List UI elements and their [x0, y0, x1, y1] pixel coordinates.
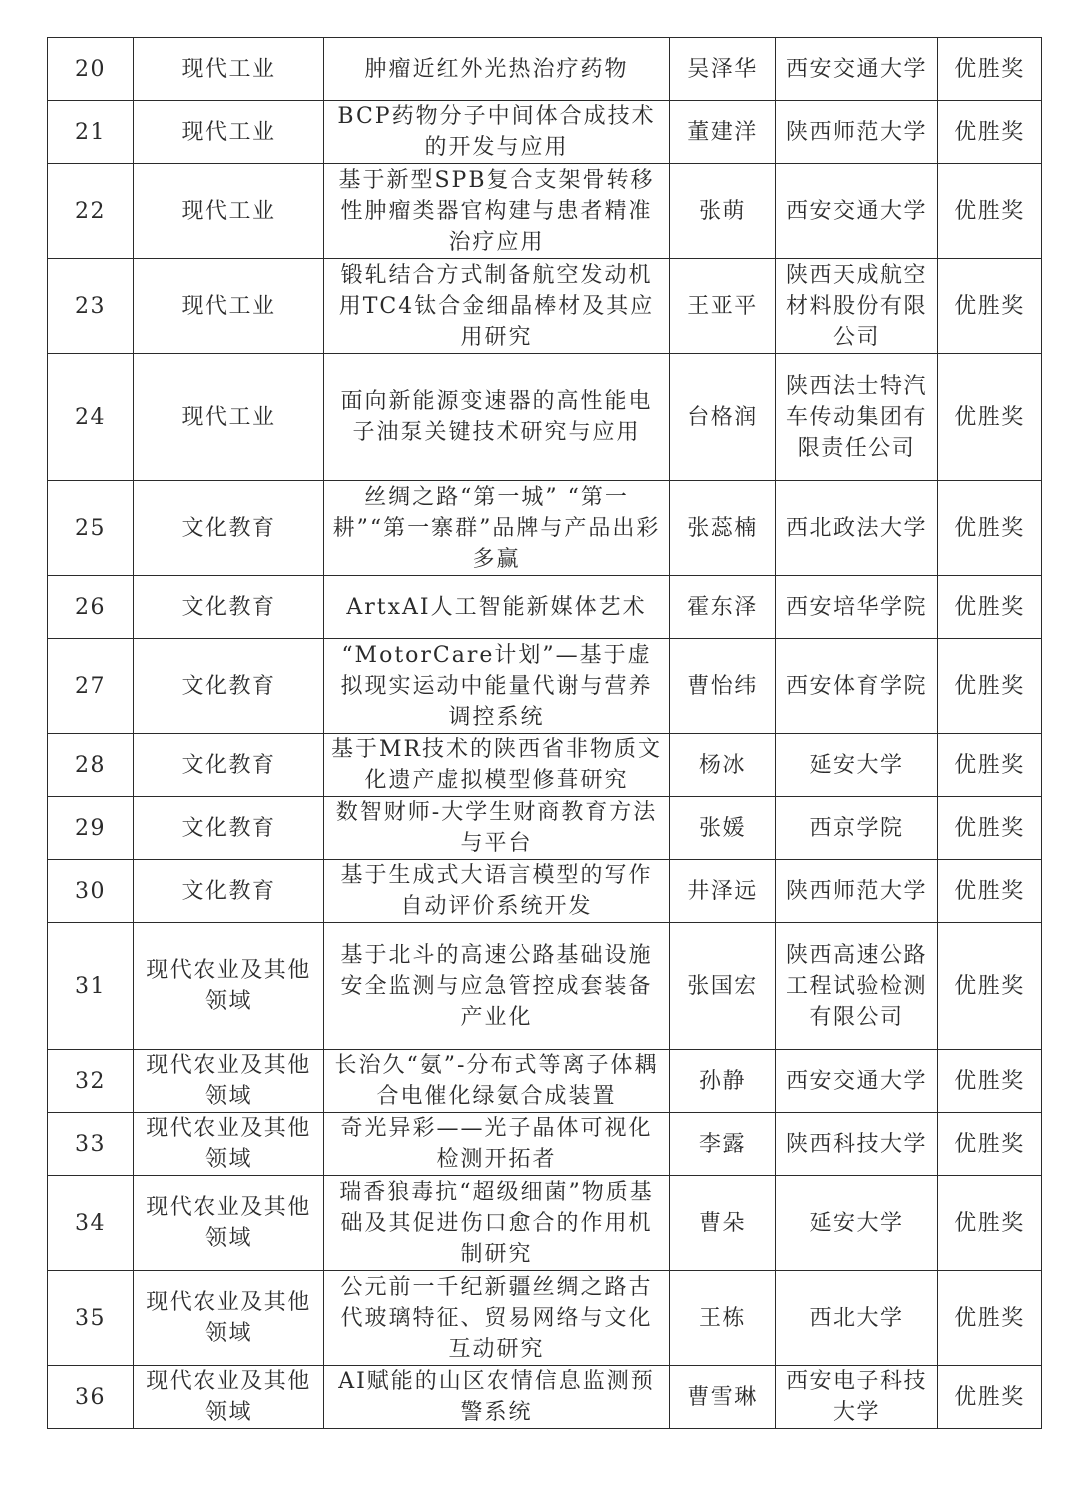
organization-cell: 西京学院	[776, 797, 938, 860]
category-cell: 文化教育	[134, 797, 324, 860]
table-row	[48, 1366, 1042, 1429]
category-cell: 文化教育	[134, 576, 324, 639]
award-cell: 优胜奖	[938, 481, 1042, 576]
project-title-cell: 基于北斗的高速公路基础设施安全监测与应急管控成套装备产业化	[324, 923, 670, 1050]
organization-cell: 西北政法大学	[776, 481, 938, 576]
organization-cell: 西安电子科技大学	[776, 1366, 938, 1429]
table-row	[48, 1050, 1042, 1113]
category-cell: 文化教育	[134, 639, 324, 734]
person-name-cell: 董建洋	[670, 101, 776, 164]
table-row	[48, 259, 1042, 354]
row-number: 36	[48, 1366, 134, 1429]
award-cell: 优胜奖	[938, 354, 1042, 481]
award-cell: 优胜奖	[938, 734, 1042, 797]
table-row	[48, 101, 1042, 164]
awards-table	[47, 37, 1042, 1429]
organization-cell: 西安交通大学	[776, 164, 938, 259]
award-cell: 优胜奖	[938, 576, 1042, 639]
awards-table-body	[48, 38, 1042, 1429]
award-cell: 优胜奖	[938, 1050, 1042, 1113]
organization-cell: 陕西法士特汽车传动集团有限责任公司	[776, 354, 938, 481]
table-row	[48, 797, 1042, 860]
award-cell: 优胜奖	[938, 860, 1042, 923]
row-number: 26	[48, 576, 134, 639]
person-name-cell: 吴泽华	[670, 38, 776, 101]
award-cell: 优胜奖	[938, 1366, 1042, 1429]
project-title-cell: “MotorCare计划”—基于虚拟现实运动中能量代谢与营养调控系统	[324, 639, 670, 734]
project-title-cell: 长治久“氨”-分布式等离子体耦合电催化绿氨合成装置	[324, 1050, 670, 1113]
project-title-cell: 公元前一千纪新疆丝绸之路古代玻璃特征、贸易网络与文化互动研究	[324, 1271, 670, 1366]
project-title-cell: ArtxAI人工智能新媒体艺术	[324, 576, 670, 639]
row-number: 22	[48, 164, 134, 259]
award-cell: 优胜奖	[938, 259, 1042, 354]
award-cell: 优胜奖	[938, 1113, 1042, 1176]
row-number: 29	[48, 797, 134, 860]
organization-cell: 延安大学	[776, 1176, 938, 1271]
category-cell: 现代工业	[134, 164, 324, 259]
row-number: 34	[48, 1176, 134, 1271]
project-title-cell: AI赋能的山区农情信息监测预警系统	[324, 1366, 670, 1429]
organization-cell: 陕西天成航空材料股份有限公司	[776, 259, 938, 354]
row-number: 28	[48, 734, 134, 797]
organization-cell: 陕西师范大学	[776, 860, 938, 923]
row-number: 30	[48, 860, 134, 923]
person-name-cell: 王栋	[670, 1271, 776, 1366]
table-row	[48, 354, 1042, 481]
person-name-cell: 孙静	[670, 1050, 776, 1113]
project-title-cell: 面向新能源变速器的高性能电子油泵关键技术研究与应用	[324, 354, 670, 481]
organization-cell: 陕西科技大学	[776, 1113, 938, 1176]
table-row	[48, 734, 1042, 797]
award-cell: 优胜奖	[938, 923, 1042, 1050]
table-row	[48, 576, 1042, 639]
table-row	[48, 1271, 1042, 1366]
person-name-cell: 王亚平	[670, 259, 776, 354]
person-name-cell: 曹朵	[670, 1176, 776, 1271]
category-cell: 文化教育	[134, 481, 324, 576]
category-cell: 现代工业	[134, 259, 324, 354]
category-cell: 现代农业及其他领域	[134, 1366, 324, 1429]
person-name-cell: 曹怡纬	[670, 639, 776, 734]
organization-cell: 西北大学	[776, 1271, 938, 1366]
category-cell: 现代农业及其他领域	[134, 1113, 324, 1176]
person-name-cell: 井泽远	[670, 860, 776, 923]
award-cell: 优胜奖	[938, 639, 1042, 734]
row-number: 21	[48, 101, 134, 164]
table-row	[48, 164, 1042, 259]
row-number: 32	[48, 1050, 134, 1113]
table-row	[48, 38, 1042, 101]
category-cell: 文化教育	[134, 860, 324, 923]
organization-cell: 西安体育学院	[776, 639, 938, 734]
project-title-cell: BCP药物分子中间体合成技术的开发与应用	[324, 101, 670, 164]
table-row	[48, 639, 1042, 734]
table-row	[48, 860, 1042, 923]
project-title-cell: 基于新型SPB复合支架骨转移性肿瘤类器官构建与患者精准治疗应用	[324, 164, 670, 259]
person-name-cell: 曹雪琳	[670, 1366, 776, 1429]
person-name-cell: 霍东泽	[670, 576, 776, 639]
table-row	[48, 481, 1042, 576]
organization-cell: 西安培华学院	[776, 576, 938, 639]
category-cell: 现代工业	[134, 354, 324, 481]
project-title-cell: 基于生成式大语言模型的写作自动评价系统开发	[324, 860, 670, 923]
organization-cell: 西安交通大学	[776, 1050, 938, 1113]
person-name-cell: 张媛	[670, 797, 776, 860]
row-number: 27	[48, 639, 134, 734]
category-cell: 现代工业	[134, 38, 324, 101]
award-cell: 优胜奖	[938, 164, 1042, 259]
person-name-cell: 杨冰	[670, 734, 776, 797]
category-cell: 文化教育	[134, 734, 324, 797]
award-cell: 优胜奖	[938, 101, 1042, 164]
project-title-cell: 基于MR技术的陕西省非物质文化遗产虚拟模型修葺研究	[324, 734, 670, 797]
row-number: 35	[48, 1271, 134, 1366]
project-title-cell: 数智财师-大学生财商教育方法与平台	[324, 797, 670, 860]
category-cell: 现代农业及其他领域	[134, 1176, 324, 1271]
table-row	[48, 1176, 1042, 1271]
organization-cell: 西安交通大学	[776, 38, 938, 101]
award-cell: 优胜奖	[938, 1176, 1042, 1271]
row-number: 31	[48, 923, 134, 1050]
person-name-cell: 张国宏	[670, 923, 776, 1050]
category-cell: 现代农业及其他领域	[134, 1271, 324, 1366]
row-number: 25	[48, 481, 134, 576]
project-title-cell: 丝绸之路“第一城” “第一耕”“第一寨群”品牌与产品出彩多赢	[324, 481, 670, 576]
category-cell: 现代农业及其他领域	[134, 1050, 324, 1113]
row-number: 20	[48, 38, 134, 101]
award-cell: 优胜奖	[938, 1271, 1042, 1366]
award-cell: 优胜奖	[938, 38, 1042, 101]
person-name-cell: 台格润	[670, 354, 776, 481]
person-name-cell: 李露	[670, 1113, 776, 1176]
project-title-cell: 瑞香狼毒抗“超级细菌”物质基础及其促进伤口愈合的作用机制研究	[324, 1176, 670, 1271]
project-title-cell: 锻轧结合方式制备航空发动机用TC4钛合金细晶棒材及其应用研究	[324, 259, 670, 354]
row-number: 23	[48, 259, 134, 354]
table-row	[48, 923, 1042, 1050]
table-row	[48, 1113, 1042, 1176]
organization-cell: 延安大学	[776, 734, 938, 797]
category-cell: 现代工业	[134, 101, 324, 164]
person-name-cell: 张萌	[670, 164, 776, 259]
category-cell: 现代农业及其他领域	[134, 923, 324, 1050]
project-title-cell: 肿瘤近红外光热治疗药物	[324, 38, 670, 101]
row-number: 24	[48, 354, 134, 481]
award-cell: 优胜奖	[938, 797, 1042, 860]
row-number: 33	[48, 1113, 134, 1176]
organization-cell: 陕西师范大学	[776, 101, 938, 164]
person-name-cell: 张蕊楠	[670, 481, 776, 576]
project-title-cell: 奇光异彩——光子晶体可视化检测开拓者	[324, 1113, 670, 1176]
organization-cell: 陕西高速公路工程试验检测有限公司	[776, 923, 938, 1050]
